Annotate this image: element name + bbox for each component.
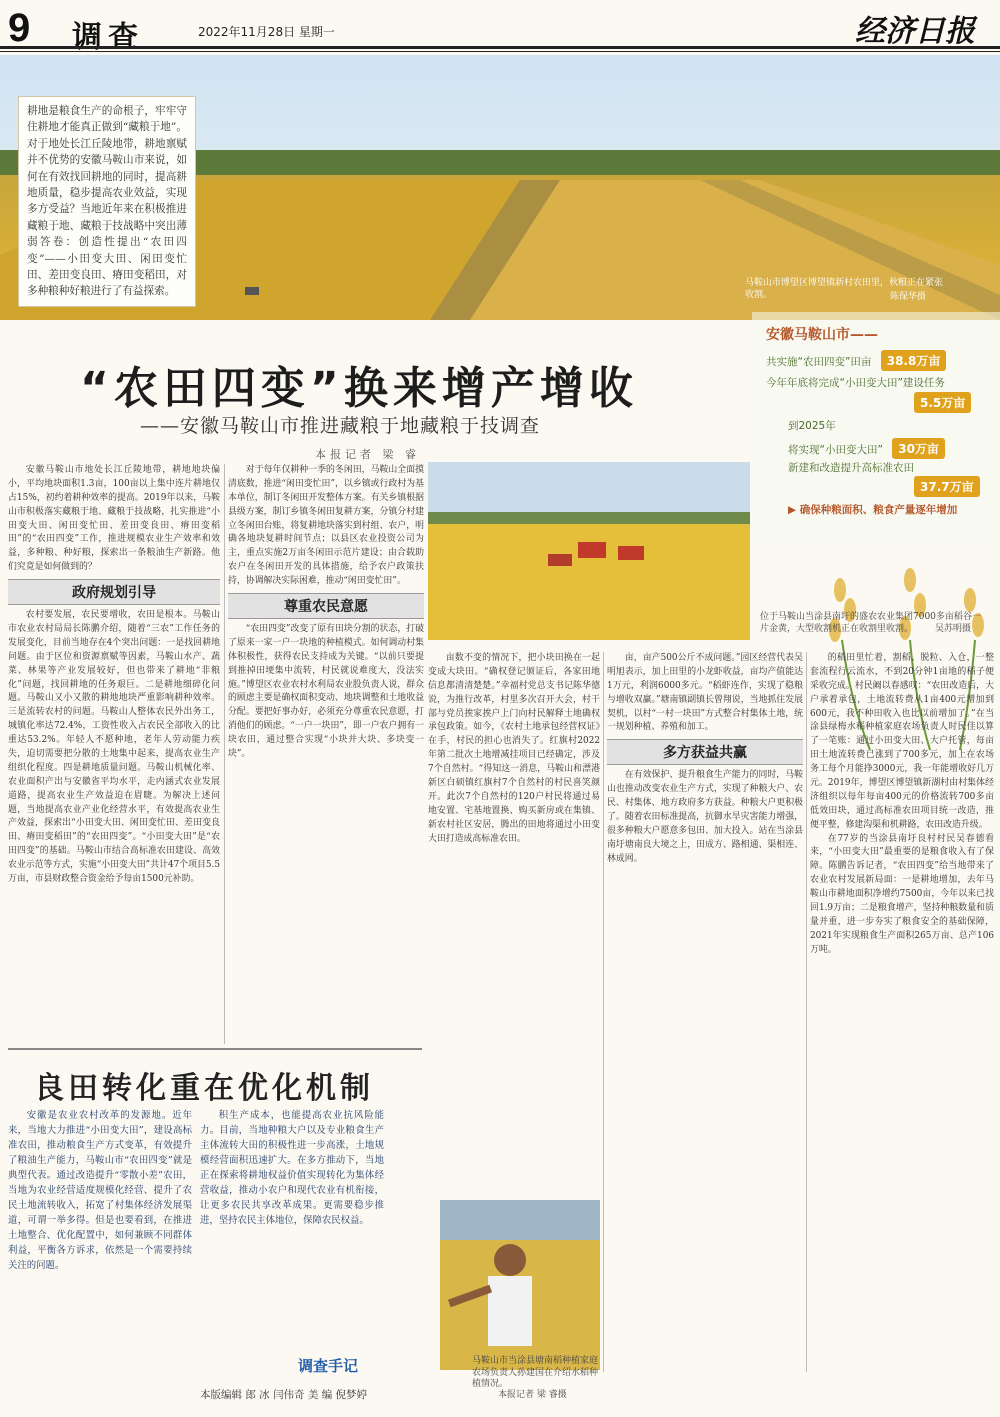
top-photo-caption: 马鞍山市博望区博望镇新村农田里，秋粮正在紧张收割。 [745,278,944,300]
harvest-photo-credit: 吴苏明摄 [935,624,972,634]
header-rule-thin [0,51,1000,52]
article-column-5: 的稻田里忙着，割稻、脱粒、入仓，一整套流程行云流水，不到20分钟1亩地的稻子便采收完成。村民阚以春感叹：“农田改造后，大户承着承包，土地流转费从1亩400元增加到600元，我不种田收入也比以前增加了。”在当涂县绿梅水稻种植家庭农场负责人时民佳以算了一笔账：通过小田变大田、大户托管，每亩田土地流转费已涨到了700多元，加上在农场务工每个月能挣3000元，我一年能增收好几万元。2019年，博望区博望镇新湖村由村集体经济组织以每年每亩400元的价格流转700多亩低效田块，通过高标准农田项目统一改造，推便平整，修建沟渠和机耕路，农田改造升级。 在77岁的当涂县南圩良村村民吴春德看来，“小田变大田”最重要的是粮食收入有了保障。陈鹏告诉记者，“农田四变”给当地带来了农业农村发展新局面：一是耕地增加，去年马鞍山市耕地面积净增约7500亩，今年以来已找回1.9万亩；二是粮食增产，坚持种粮数量和质量并重，进一步夯实了粮食安全的基础保障，2021年实现粮食生产面积265万亩、总产106万吨。 [810,653,994,955]
farmer-photo-caption: 马鞍山市当涂县塘南稻种植家庭农场负责人孙建国在介绍水稻种植情况。 [472,1356,599,1390]
article-column-3: 亩数不变的情况下，把小块田换在一起变成大块田。“确权登记颁证后，各家田地信息都清清楚楚。”幸福村党总支书记陈华德说，为推行改革，村里多次召开大会，村干部与党员挨家挨户上门向村民解释土地确权承包政策。如今，《农村土地承包经营权证》在手，村民的担心也消失了。红旗村2022年第二批次土地增减挂项目已经确定，涉及7个自然村。“得知这一消息，马鞍山和漂港新区白硕镇红旗村7个自然村的村民喜笑颜开。此次7个自然村的120户村民将通过易地安置、宅基地置换、购买新房或在集镇、新农村社区安居，腾出的田地将通过小田变大田打造成高标准农田。 [428,653,600,844]
section-heading: 政府规划引导 [8,579,220,605]
figures-footer: ▶ 确保种粮面积、粮食产量逐年增加 [788,504,958,516]
header-rule [0,46,1000,49]
section-heading: 尊重农民意愿 [228,593,424,619]
commentary-rule [8,1048,422,1050]
column-divider [224,464,225,1044]
lead-paragraph: 耕地是粮食生产的命根子，牢牢守住耕地才能真正做到“藏粮于地”。对于地处长江丘陵地带，耕地禀赋并不优势的安徽马鞍山市来说，如何在有效找回耕地的同时，提高耕地质量，稳步提高农业效益，实现多方受益？当地近年来在积极推进藏粮于地、藏粮于技战略中突出薄弱答卷：创造性提出“农田四变”——小田变大田、闲田变忙田、差田变良田、瘠田变稻田，对多种粮种好粮进行了有益探索。 [18,96,196,307]
subtitle: ——安徽马鞍山市推进藏粮于地藏粮于技调查 [140,415,541,437]
main-title: “农田四变”换来增产增收 [80,363,638,414]
figure-row: 今年年底将完成“小田变大田”建设任务 [766,377,945,389]
key-figures-box [752,312,1000,547]
page-editors: 本版编辑 郎 冰 闫伟奇 美 编 倪梦婷 [200,1389,368,1401]
arrow-icon: ▶ [788,504,800,516]
figure-row: 到2025年 [788,420,836,432]
page-number: 9 [8,6,31,50]
farmer-photo [440,1200,600,1370]
field-notes-label: 调查手记 [298,1357,359,1375]
newspaper-logo: 经济日报 [855,14,975,49]
figures-heading: 安徽马鞍山市—— [766,327,878,343]
article-column-4: 亩，亩产500公斤不成问题。”园区经营代表吴明旭表示，加上田里的小龙虾收益，亩均产值能达1万元，利润6000多元。“稻虾连作，实现了稳粮与增收双赢。”塘南镇副镇长曾翔说，当地抓住发展契机，以村“一村一块田”方式整合村集体土地，统一规划种植、养殖和加工。 多方获益共赢 在有效保护、提升粮食生产能力的同时，马鞍山也推动改变农业生产方式，实现了种粮大户、农民、村集体、地方政府多方获益。种粮大户更积极了。随着农田标准提高，抗御水旱灾害能力增强，很多种粮大户愿意多包田、加大投入。站在当涂县南圩塘南良大境之上，田成方、路相通、渠相连、林成网。 [607,653,803,864]
article-column-2: 对于每年仅耕种一季的冬闲田，马鞍山全面摸清底数，推进“闲田变忙田”，以乡镇或行政村为基本单位，制订冬闲田开发整体方案。有关乡镇根据县级方案，制订乡镇冬闲田复耕方案，分镇分村建立冬闲田台账，将复耕地块落实到村组、农户，明确各地块复耕时间节点；以县区农业投资公司为主，重点实施2万亩冬闲田示范片建设；由合载助农户在冬闲田开发的具体措施，给予农户政策扶持，协调解决实际困难，推动“闲田变忙田”。 尊重农民意愿 “农田四变”改变了原有田块分割的状态，打破了原来一家一户一块地的种植模式。如何调动村集体积极性，获得农民支持成为关键。“以前只要提到推掉田埂集中流转，村民就说难度大，没法实施。”博望区农业农村水利局农业股负责人说，群众的顾虑主要是确权面积变动、地块调整和土地收益分配。要把好事办好，必须充分尊重农民意愿，打消他们的顾虑。“一户一块田”，即一户农户拥有一块农田，通过整合实现“小块并大块、多块变一块”。 [228,465,424,760]
figure-row: 共实施“农田四变”田亩 38.8万亩 [766,350,946,371]
harvest-photo-caption: 位于马鞍山当涂县南圩的盛农农业集团7000多亩稻谷一片金黄，大型收割机正在收割里收割。 [760,612,981,634]
figure-value: 5.5万亩 [914,392,971,413]
byline: 本报记者 梁 睿 [315,448,420,461]
top-photo-credit: 陈保华摄 [890,292,927,302]
article-column-1: 安徽马鞍山市地处长江丘陵地带，耕地地块偏小，平均地块面积1.3亩，100亩以上集中连片耕地仅占15%，初约着耕种效率的提高。2019年以来，马鞍山市积极落实藏粮于地、藏粮于技战略，扎实推进“小田变大田、闲田变忙田、差田变良田、瘠田变稻田”的“农田四变”工作，推进规模农业生产效率和效益，多种粮、种好粮，探索出一条粮油生产新路。他们究竟是如何做到的？ 政府规划引导 农村要发展，农民要增收，农田是根本。马鞍山市农业农村局局长陈鹏介绍，随着“三农”工作任务的发展变化，目前当地存在4个突出问题：一是找回耕地问题。由于区位和资源禀赋等因素，马鞍山水产、蔬菜、林果等产业发展较好，但也带来了耕地“非粮化”问题，找回耕地的任务艰巨。二是耕地细碎化问题。马鞍山又小又散的耕地地块严重影响耕种效率。三是流转农村的问题。马鞍山人整体农民外出务工，城镇化率达72.4%，工资性收入占农民全部收入的比重达53.2%。年轻人不愿种地，老年人劳动能力疾失，迫切需要把分散的土地集中起来，提高农业生产组织化程度。四是耕地质量问题。马鞍山机械化率、农业面积产出与安徽省平均水平，走内涵式农业发展道路，提高农业生产效益迫在眉睫。为解决上述问题，当地提高农业产业化经营水平，有效提高农业生产效益，探索出“小田变大田、闲田变忙田、差田变良田、瘠田变稻田”的“农田四变”。“小田变大田”是“农田四变”的基础。马鞍山市结合高标准农田建设、高效农业示范等方式，实施“小田变大田”共计47个项目5.5万亩，市县财政整合资金给予每亩1500元补助。 [8,465,220,885]
commentary-column-2: 积生产成本，也能提高农业抗风险能力。目前，当地种粮大户以及专业粮食生产主体流转大田的积极性进一步高涨，土地规模经营面积迅速扩大。在多方推动下，当地正在探索将耕地权益价值实现转化为集体经营收益，推动小农户和现代农业有机衔接，让更多农民共享改革成果。更需要稳步推进，坚持农民主体地位，保障农民权益。 [200,1110,384,1227]
harvest-photo [428,462,750,640]
column-divider [806,652,807,1372]
figure-row: 新建和改造提升高标准农田 [788,462,914,474]
farmer-photo-credit: 本报记者 梁 睿摄 [498,1390,567,1400]
figure-value: 37.7万亩 [914,476,980,497]
column-divider [603,652,604,1372]
commentary-title: 良田转化重在优化机制 [34,1071,374,1106]
section-name: 调查 [72,20,144,55]
issue-date: 2022年11月28日 星期一 [198,25,335,39]
commentary-column-1: 安徽是农业农村改革的发源地。近年来，当地大力推进“小田变大田”，建设高标准农田，推动粮食生产方式变革，有效提升了粮油生产能力，马鞍山市“农田四变”就是典型代表。通过改造提升“零散小差”农田，当地为农业经营适度规模化经营、提升了农民土地流转收入，拓宽了村集体经济发展渠道，可谓一举多得。但是也要看到，在推进土地整合、优化配置中，如何兼顾不同群体利益，平衡各方诉求，依然是一个需要持续关注的问题。 [8,1110,192,1272]
figure-row: 将实现“小田变大田” 30万亩 [788,438,945,459]
section-heading: 多方获益共赢 [607,739,803,765]
